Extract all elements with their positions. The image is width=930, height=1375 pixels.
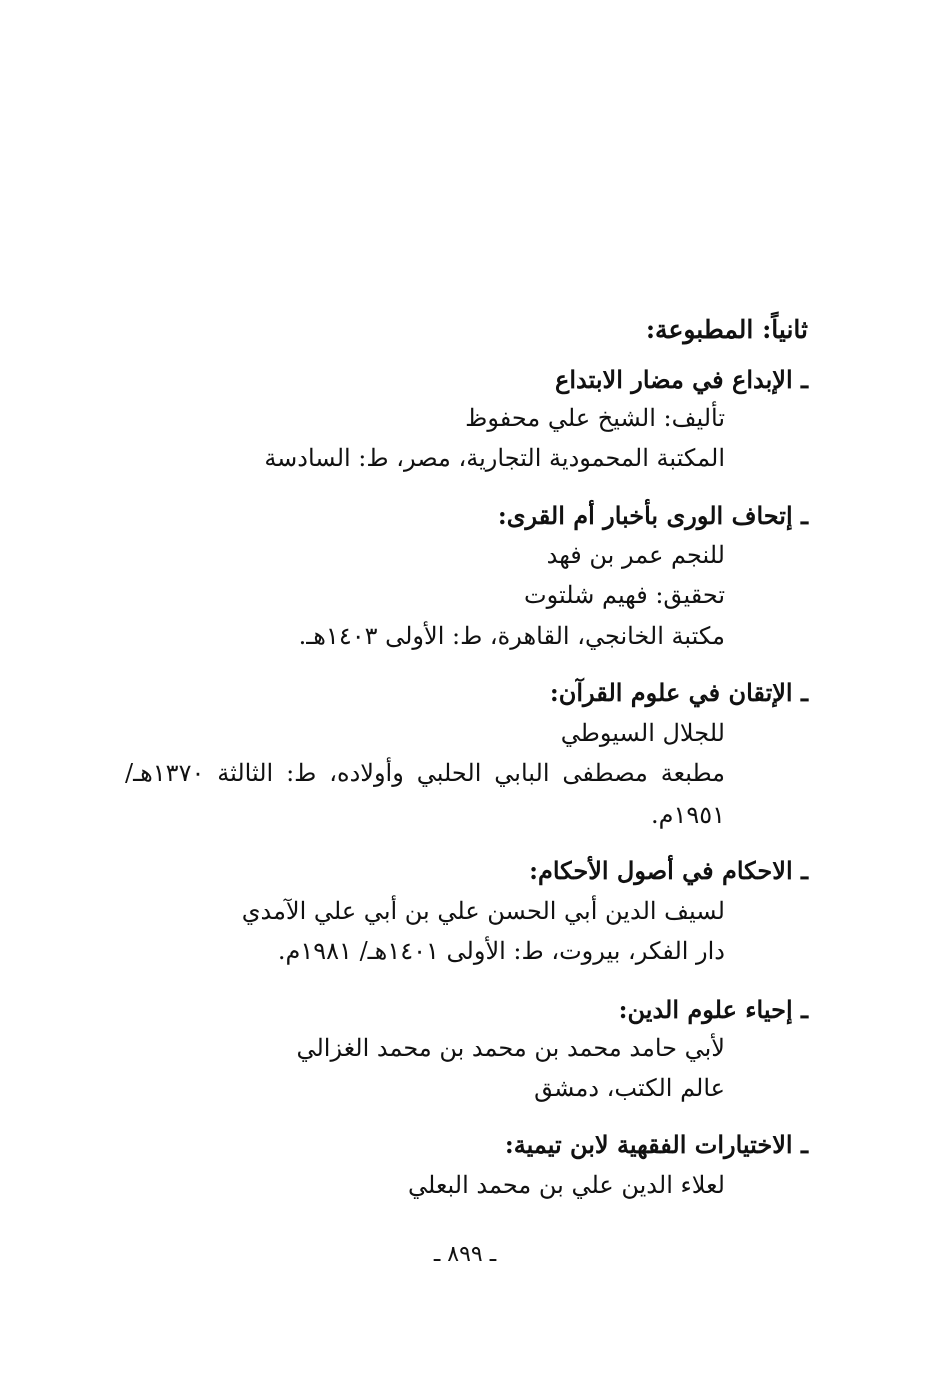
entry-line: عالم الكتب، دمشق — [534, 1074, 725, 1102]
entry-line: للجلال السيوطي — [560, 719, 725, 747]
entry-line: لعلاء الدين علي بن محمد البعلي — [408, 1171, 725, 1199]
page-number: ـ ٨٩٩ ـ — [433, 1242, 497, 1267]
entry-line: للنجم عمر بن فهد — [546, 541, 725, 569]
entry-title: ـ إحياء علوم الدين: — [618, 995, 808, 1024]
entry-line: تحقيق: فهيم شلتوت — [524, 581, 725, 609]
entry-title: ـ الاختيارات الفقهية لابن تيمية: — [504, 1130, 808, 1159]
entry-line: دار الفكر، بيروت، ط: الأولى ١٤٠١هـ/ ١٩٨١م. — [277, 937, 725, 965]
entry-title: ـ الإتقان في علوم القرآن: — [549, 678, 808, 707]
entry-title: ـ الاحكام في أصول الأحكام: — [529, 856, 808, 885]
entry-line: لأبي حامد محمد بن محمد بن محمد الغزالي — [296, 1034, 725, 1062]
entry-line: مكتبة الخانجي، القاهرة، ط: الأولى ١٤٠٣هـ. — [298, 622, 725, 650]
entry-line: المكتبة المحمودية التجارية، مصر، ط: السادسة — [264, 444, 725, 472]
entry-line: ١٩٥١م. — [650, 801, 725, 829]
entry-line: تأليف: الشيخ علي محفوظ — [465, 404, 725, 432]
entry-title: ـ إتحاف الورى بأخبار أم القرى: — [497, 501, 808, 530]
entry-title: ـ الإبداع في مضار الابتداع — [555, 365, 808, 394]
section-heading: ثانياً: المطبوعة: — [645, 315, 808, 344]
entry-line: مطبعة مصطفى البابي الحلبي وأولاده، ط: الثالثة ١٣٧٠هـ/ — [125, 759, 725, 787]
entry-line: لسيف الدين أبي الحسن علي بن أبي علي الآمدي — [241, 897, 725, 925]
